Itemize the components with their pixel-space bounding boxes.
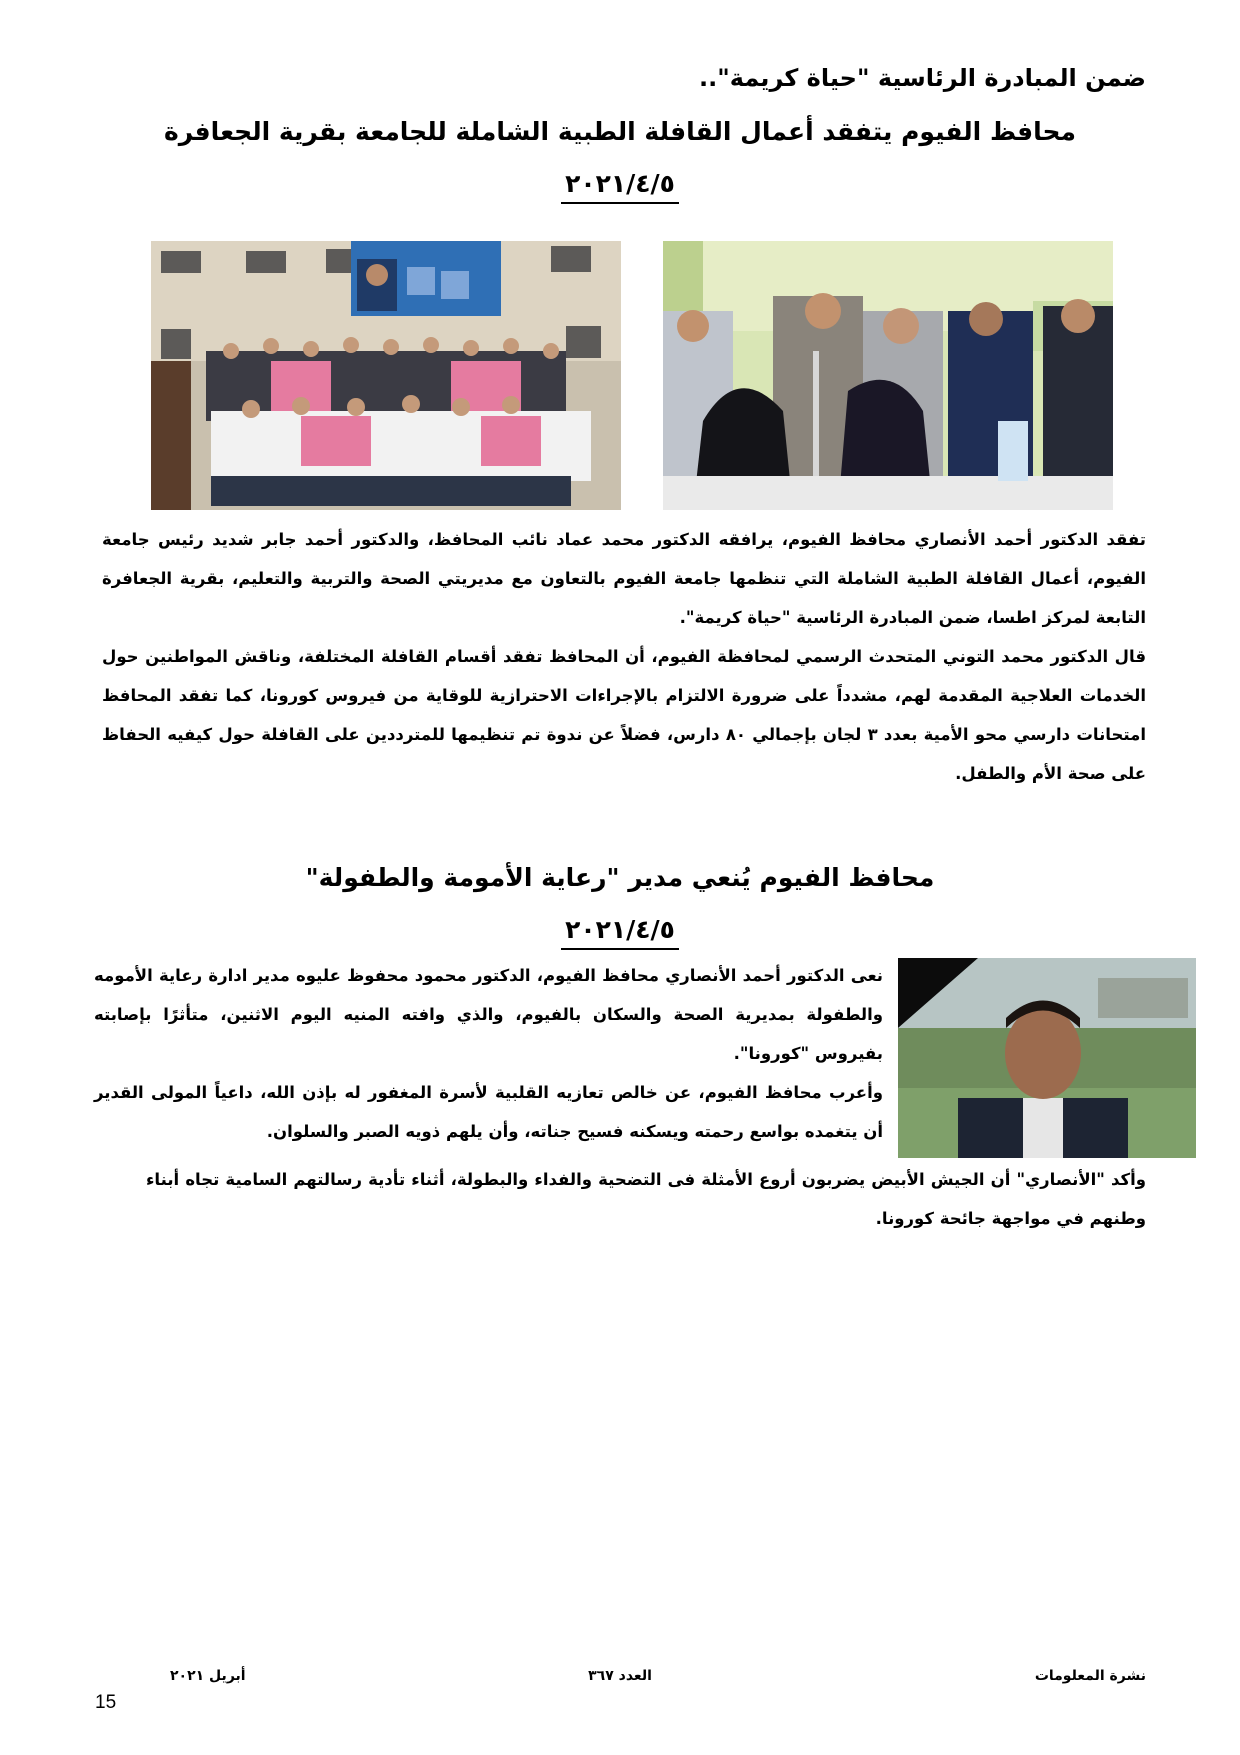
footer-month: أبريل ٢٠٢١ [170, 1668, 246, 1684]
portrait-photo [898, 958, 1196, 1158]
group-photo [151, 241, 621, 510]
footer-publication: نشرة المعلومات [1034, 1668, 1146, 1684]
article-date [0, 164, 1240, 204]
obituary-closing-text: وأكد "الأنصاري" أن الجيش الأبيض يضربون أروع الأمثلة فى التضحية والفداء والبطولة، أثناء تأدية رسالتهم السامية تجاه أبناء وطنهم في مواجهة جائحة كورونا. [146, 1170, 1146, 1228]
article-paragraph: تفقد الدكتور أحمد الأنصاري محافظ الفيوم، يرافقه الدكتور محمد عماد نائب المحافظ، والدكتور أحمد جابر شديد رئيس جامعة الفيوم، أعمال القافلة الطبية الشاملة التي تنظمها جامعة الفيوم بالتعاون مع مديريتي الصحة والتربية والتعليم، بقرية الجعافرة التابعة لمركز اطسا، ضمن المبادرة الرئاسية "حياة كريمة". [102, 530, 1146, 627]
obituary-paragraph: وأعرب محافظ الفيوم، عن خالص تعازيه القلبية لأسرة المغفور له بإذن الله، داعياً المولى القدير أن يتغمده بواسع رحمته ويسكنه فسيح جناته، وأن يلهم ذويه الصبر والسلوان. [94, 1083, 883, 1141]
article-body [102, 520, 1146, 793]
page-number: 15 [95, 1692, 117, 1713]
obituary-headline: محافظ الفيوم يُنعي مدير "رعاية الأمومة والطفولة" [305, 863, 935, 892]
group-photo-image [151, 241, 621, 510]
obituary-paragraph: نعى الدكتور أحمد الأنصاري محافظ الفيوم، الدكتور محمود محفوظ عليوه مدير ادارة رعاية الأمومه والطفولة بمديرية الصحة والسكان بالفيوم، والذي وافته المنيه اليوم الاثنين، متأثرًا بإصابته بفيروس "كورونا". [94, 966, 883, 1063]
article-headline: محافظ الفيوم يتفقد أعمال القافلة الطبية الشاملة للجامعة بقرية الجعافرة [164, 117, 1076, 146]
article-paragraph: قال الدكتور محمد التوني المتحدث الرسمي لمحافظة الفيوم، أن المحافظ تفقد أقسام القافلة المختلفة، وناقش المواطنين حول الخدمات العلاجية المقدمة لهم، مشدداً على ضرورة الالتزام بالإجراءات الاحترازية للوقاية من فيروس كورونا، كما تفقد المحافظ امتحانات دارسي محو الأمية بعدد ٣ لجان بإجمالي ٨٠ دارس، فضلاً عن ندوة تم تنظيمها للمترددين على القافلة حول كيفيه الحفاظ على صحة الأم والطفل. [102, 647, 1147, 783]
footer-issue: العدد ٣٦٧ [588, 1668, 652, 1684]
article-date-text: ٢٠٢١/٤/٥ [561, 169, 679, 204]
obituary-date-text: ٢٠٢١/٤/٥ [561, 915, 679, 950]
caravan-photo [663, 241, 1113, 510]
obituary-closing [146, 1160, 1146, 1238]
obituary-date [0, 910, 1240, 950]
obituary-body [94, 956, 883, 1151]
caravan-photo-image [663, 241, 1113, 510]
article-kicker: ضمن المبادرة الرئاسية "حياة كريمة".. [699, 64, 1146, 92]
portrait-photo-image [898, 958, 1196, 1158]
